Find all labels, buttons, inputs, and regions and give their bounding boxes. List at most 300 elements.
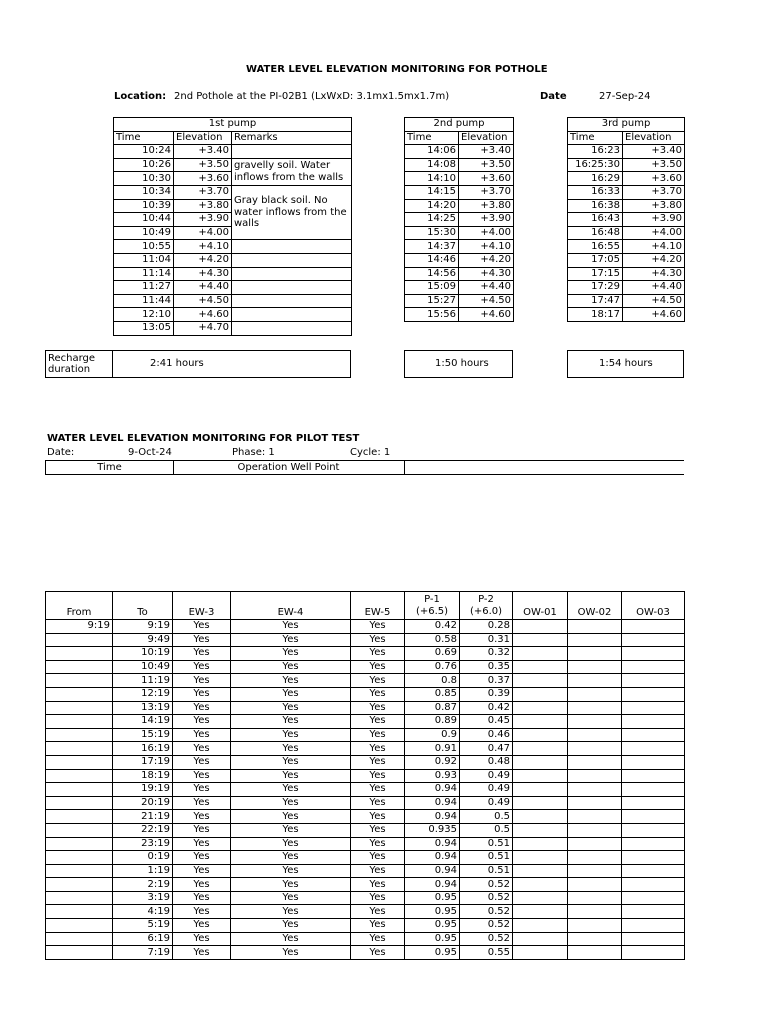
pump2-elevation: +4.40 bbox=[459, 281, 514, 295]
p1-cell: 0.85 bbox=[405, 687, 460, 701]
ow01-cell bbox=[513, 620, 568, 634]
ew3-cell: Yes bbox=[173, 932, 231, 946]
col-ow03: OW-03 bbox=[622, 592, 685, 620]
pump1-elevation: +3.90 bbox=[174, 213, 232, 227]
pump1-elevation: +3.50 bbox=[174, 158, 232, 172]
ew3-cell: Yes bbox=[173, 728, 231, 742]
pump3-time: 17:15 bbox=[568, 267, 623, 281]
recharge-box-3 bbox=[567, 350, 684, 378]
from-cell bbox=[46, 919, 113, 933]
from-cell bbox=[46, 946, 113, 960]
pilot-table bbox=[45, 591, 685, 960]
p2-cell: 0.55 bbox=[460, 946, 513, 960]
pilot-row bbox=[46, 715, 685, 729]
ow02-cell bbox=[568, 647, 622, 661]
ow01-cell bbox=[513, 674, 568, 688]
p2-cell: 0.52 bbox=[460, 891, 513, 905]
ew4-cell: Yes bbox=[231, 674, 351, 688]
pump1-time: 13:05 bbox=[114, 321, 174, 335]
p1-cell: 0.8 bbox=[405, 674, 460, 688]
ew3-cell: Yes bbox=[173, 701, 231, 715]
pump1-elevation: +3.40 bbox=[174, 145, 232, 159]
pump1-remark-empty bbox=[232, 240, 352, 254]
col-ew5: EW-5 bbox=[351, 592, 405, 620]
ow01-cell bbox=[513, 715, 568, 729]
from-cell bbox=[46, 742, 113, 756]
ew3-cell: Yes bbox=[173, 674, 231, 688]
p2-cell: 0.28 bbox=[460, 620, 513, 634]
p1-cell: 0.9 bbox=[405, 728, 460, 742]
p1-cell: 0.92 bbox=[405, 755, 460, 769]
ow03-cell bbox=[622, 919, 685, 933]
pump1-row bbox=[114, 158, 352, 172]
pump1-elevation: +3.60 bbox=[174, 172, 232, 186]
ow03-cell bbox=[622, 905, 685, 919]
pump2-row bbox=[405, 199, 514, 213]
ow01-cell bbox=[513, 905, 568, 919]
pump1-row bbox=[114, 145, 352, 159]
pump1-time: 11:14 bbox=[114, 267, 174, 281]
pump3-elevation: +3.50 bbox=[623, 158, 685, 172]
pilot-row bbox=[46, 796, 685, 810]
pump3-elevation: +4.30 bbox=[623, 267, 685, 281]
p1-cell: 0.87 bbox=[405, 701, 460, 715]
ow01-cell bbox=[513, 796, 568, 810]
ow02-cell bbox=[568, 769, 622, 783]
to-cell: 10:49 bbox=[113, 660, 173, 674]
recharge-label: Recharge duration bbox=[46, 351, 113, 377]
pump1-elevation: +3.80 bbox=[174, 199, 232, 213]
to-cell: 4:19 bbox=[113, 905, 173, 919]
pump2-elevation: +4.10 bbox=[459, 240, 514, 254]
ew3-cell: Yes bbox=[173, 891, 231, 905]
ow02-cell bbox=[568, 946, 622, 960]
to-cell: 13:19 bbox=[113, 701, 173, 715]
p2-cell: 0.49 bbox=[460, 769, 513, 783]
pump1-remark-1: gravelly soil. Water inflows from the walls bbox=[232, 158, 352, 185]
ow03-cell bbox=[622, 687, 685, 701]
from-cell bbox=[46, 864, 113, 878]
pump1-remark-2: Gray black soil. No water inflows from the walls bbox=[232, 185, 352, 239]
ow01-cell bbox=[513, 701, 568, 715]
pump1-row bbox=[114, 240, 352, 254]
to-cell: 10:19 bbox=[113, 647, 173, 661]
pilot-row bbox=[46, 810, 685, 824]
pump2-elevation: +3.70 bbox=[459, 185, 514, 199]
pump1-elevation: +4.30 bbox=[174, 267, 232, 281]
ow02-cell bbox=[568, 864, 622, 878]
pump1-row bbox=[114, 308, 352, 322]
pump1-remarks-header: Remarks bbox=[232, 131, 352, 145]
ow03-cell bbox=[622, 783, 685, 797]
pothole-title: WATER LEVEL ELEVATION MONITORING FOR POTHOLE bbox=[246, 64, 548, 75]
pump3-time: 16:25:30 bbox=[568, 158, 623, 172]
ew3-cell: Yes bbox=[173, 633, 231, 647]
recharge-box-1 bbox=[45, 350, 351, 378]
pilot-row bbox=[46, 742, 685, 756]
from-cell bbox=[46, 810, 113, 824]
pump3-row bbox=[568, 172, 685, 186]
ew4-cell: Yes bbox=[231, 660, 351, 674]
pump2-elevation: +3.40 bbox=[459, 145, 514, 159]
ow01-cell bbox=[513, 919, 568, 933]
col-p1-label: P-1 bbox=[424, 593, 440, 605]
pump2-row bbox=[405, 308, 514, 322]
pilot-row bbox=[46, 905, 685, 919]
p1-cell: 0.95 bbox=[405, 891, 460, 905]
ow02-cell bbox=[568, 728, 622, 742]
pump2-time: 14:10 bbox=[405, 172, 459, 186]
ow01-cell bbox=[513, 851, 568, 865]
ow03-cell bbox=[622, 728, 685, 742]
ew5-cell: Yes bbox=[351, 864, 405, 878]
ew3-cell: Yes bbox=[173, 783, 231, 797]
pump3-time: 16:29 bbox=[568, 172, 623, 186]
to-cell: 18:19 bbox=[113, 769, 173, 783]
pilot-date-value: 9-Oct-24 bbox=[128, 447, 172, 458]
pilot-row bbox=[46, 755, 685, 769]
pump1-time: 11:04 bbox=[114, 253, 174, 267]
pump2-row bbox=[405, 172, 514, 186]
ew5-cell: Yes bbox=[351, 932, 405, 946]
pump1-remark-empty bbox=[232, 253, 352, 267]
col-from: From bbox=[46, 592, 113, 620]
ew5-cell: Yes bbox=[351, 701, 405, 715]
ow03-cell bbox=[622, 742, 685, 756]
pump3-row bbox=[568, 145, 685, 159]
pump3-row bbox=[568, 281, 685, 295]
pump3-elevation: +4.20 bbox=[623, 253, 685, 267]
recharge-box-2 bbox=[404, 350, 513, 378]
pump3-row bbox=[568, 199, 685, 213]
pump3-elevation: +3.70 bbox=[623, 185, 685, 199]
ow02-cell bbox=[568, 796, 622, 810]
pump3-row bbox=[568, 267, 685, 281]
ew5-cell: Yes bbox=[351, 919, 405, 933]
recharge-duration-3: 1:54 hours bbox=[599, 358, 653, 369]
from-cell bbox=[46, 905, 113, 919]
ew5-cell: Yes bbox=[351, 905, 405, 919]
pump1-row bbox=[114, 267, 352, 281]
ow02-cell bbox=[568, 755, 622, 769]
pump1-time: 11:27 bbox=[114, 281, 174, 295]
to-cell: 7:19 bbox=[113, 946, 173, 960]
ow01-cell bbox=[513, 864, 568, 878]
pump3-time: 16:55 bbox=[568, 240, 623, 254]
ew5-cell: Yes bbox=[351, 660, 405, 674]
ew4-cell: Yes bbox=[231, 932, 351, 946]
pump3-time: 16:23 bbox=[568, 145, 623, 159]
ow02-cell bbox=[568, 837, 622, 851]
ew5-cell: Yes bbox=[351, 783, 405, 797]
recharge-duration-2: 1:50 hours bbox=[435, 358, 489, 369]
p1-cell: 0.76 bbox=[405, 660, 460, 674]
pump1-elevation: +4.60 bbox=[174, 308, 232, 322]
from-cell bbox=[46, 891, 113, 905]
ew3-cell: Yes bbox=[173, 620, 231, 634]
pump1-time: 10:26 bbox=[114, 158, 174, 172]
ow03-cell bbox=[622, 864, 685, 878]
date-label: Date bbox=[540, 91, 567, 102]
pump1-row bbox=[114, 281, 352, 295]
from-cell bbox=[46, 823, 113, 837]
pilot-row bbox=[46, 660, 685, 674]
to-cell: 20:19 bbox=[113, 796, 173, 810]
p1-cell: 0.69 bbox=[405, 647, 460, 661]
pump3-time: 16:38 bbox=[568, 199, 623, 213]
ew3-cell: Yes bbox=[173, 660, 231, 674]
p2-cell: 0.51 bbox=[460, 837, 513, 851]
ew4-cell: Yes bbox=[231, 891, 351, 905]
from-cell bbox=[46, 728, 113, 742]
col-to: To bbox=[113, 592, 173, 620]
pilot-row bbox=[46, 851, 685, 865]
ow03-cell bbox=[622, 837, 685, 851]
pump1-time: 10:44 bbox=[114, 213, 174, 227]
ow01-cell bbox=[513, 687, 568, 701]
ew3-cell: Yes bbox=[173, 715, 231, 729]
to-cell: 23:19 bbox=[113, 837, 173, 851]
ow03-cell bbox=[622, 823, 685, 837]
ow02-cell bbox=[568, 932, 622, 946]
pilot-row bbox=[46, 864, 685, 878]
from-cell bbox=[46, 633, 113, 647]
pump2-elevation-header: Elevation bbox=[459, 131, 514, 145]
pump2-row bbox=[405, 158, 514, 172]
ow02-cell bbox=[568, 823, 622, 837]
p2-cell: 0.52 bbox=[460, 932, 513, 946]
pilot-phase: Phase: 1 bbox=[232, 447, 275, 458]
ew5-cell: Yes bbox=[351, 878, 405, 892]
ew5-cell: Yes bbox=[351, 837, 405, 851]
ew5-cell: Yes bbox=[351, 769, 405, 783]
pump3-elevation: +3.60 bbox=[623, 172, 685, 186]
p2-cell: 0.37 bbox=[460, 674, 513, 688]
pilot-row bbox=[46, 919, 685, 933]
ow03-cell bbox=[622, 647, 685, 661]
ow03-cell bbox=[622, 946, 685, 960]
ew5-cell: Yes bbox=[351, 633, 405, 647]
pump3-time: 17:47 bbox=[568, 294, 623, 308]
pump3-elevation: +3.80 bbox=[623, 199, 685, 213]
pilot-row bbox=[46, 620, 685, 634]
pump1-remark-empty bbox=[232, 267, 352, 281]
location-label: Location: bbox=[114, 91, 167, 102]
ew5-cell: Yes bbox=[351, 715, 405, 729]
p1-cell: 0.42 bbox=[405, 620, 460, 634]
pump2-row bbox=[405, 185, 514, 199]
ew4-cell: Yes bbox=[231, 742, 351, 756]
pump2-elevation: +4.30 bbox=[459, 267, 514, 281]
pump2-row bbox=[405, 294, 514, 308]
pilot-row bbox=[46, 701, 685, 715]
ow01-cell bbox=[513, 837, 568, 851]
pump3-row bbox=[568, 308, 685, 322]
ew5-cell: Yes bbox=[351, 796, 405, 810]
ew3-cell: Yes bbox=[173, 905, 231, 919]
ew5-cell: Yes bbox=[351, 851, 405, 865]
ew3-cell: Yes bbox=[173, 837, 231, 851]
from-cell bbox=[46, 715, 113, 729]
ow02-cell bbox=[568, 905, 622, 919]
pilot-row bbox=[46, 932, 685, 946]
pump2-row bbox=[405, 281, 514, 295]
pilot-row bbox=[46, 728, 685, 742]
pilot-row bbox=[46, 647, 685, 661]
pump1-elevation: +4.40 bbox=[174, 281, 232, 295]
ew4-cell: Yes bbox=[231, 796, 351, 810]
pump1-time: 12:10 bbox=[114, 308, 174, 322]
pump3-time: 17:05 bbox=[568, 253, 623, 267]
ow03-cell bbox=[622, 715, 685, 729]
p1-cell: 0.93 bbox=[405, 769, 460, 783]
pilot-cycle: Cycle: 1 bbox=[350, 447, 391, 458]
pump2-elevation: +4.50 bbox=[459, 294, 514, 308]
pump3-row bbox=[568, 158, 685, 172]
ow02-cell bbox=[568, 919, 622, 933]
ow03-cell bbox=[622, 878, 685, 892]
ew3-cell: Yes bbox=[173, 810, 231, 824]
pump3-time: 17:29 bbox=[568, 281, 623, 295]
recharge-duration-1: 2:41 hours bbox=[150, 358, 204, 369]
pump1-time-header: Time bbox=[114, 131, 174, 145]
pump3-elevation: +3.90 bbox=[623, 213, 685, 227]
ow02-cell bbox=[568, 674, 622, 688]
ew5-cell: Yes bbox=[351, 687, 405, 701]
pump2-row bbox=[405, 213, 514, 227]
to-cell: 1:19 bbox=[113, 864, 173, 878]
pump2-time: 14:25 bbox=[405, 213, 459, 227]
ow03-cell bbox=[622, 810, 685, 824]
ow03-cell bbox=[622, 755, 685, 769]
ow01-cell bbox=[513, 660, 568, 674]
ew4-cell: Yes bbox=[231, 620, 351, 634]
ow02-cell bbox=[568, 633, 622, 647]
pump1-remark-empty bbox=[232, 321, 352, 335]
date-value: 27-Sep-24 bbox=[599, 91, 651, 102]
ow03-cell bbox=[622, 769, 685, 783]
from-cell bbox=[46, 660, 113, 674]
pump3-row bbox=[568, 240, 685, 254]
pump2-time: 15:27 bbox=[405, 294, 459, 308]
from-cell bbox=[46, 687, 113, 701]
to-cell: 9:49 bbox=[113, 633, 173, 647]
pump2-row bbox=[405, 253, 514, 267]
pump1-elevation: +4.50 bbox=[174, 294, 232, 308]
to-cell: 21:19 bbox=[113, 810, 173, 824]
p1-cell: 0.94 bbox=[405, 864, 460, 878]
pump2-title: 2nd pump bbox=[405, 118, 514, 132]
pump3-title: 3rd pump bbox=[568, 118, 685, 132]
ew4-cell: Yes bbox=[231, 905, 351, 919]
p2-cell: 0.31 bbox=[460, 633, 513, 647]
pump2-row bbox=[405, 240, 514, 254]
pump1-remark-empty bbox=[232, 294, 352, 308]
ew3-cell: Yes bbox=[173, 687, 231, 701]
pump2-elevation: +3.80 bbox=[459, 199, 514, 213]
pump2-elevation: +4.60 bbox=[459, 308, 514, 322]
p2-cell: 0.51 bbox=[460, 851, 513, 865]
ew3-cell: Yes bbox=[173, 919, 231, 933]
pilot-title: WATER LEVEL ELEVATION MONITORING FOR PILOT TEST bbox=[47, 433, 360, 444]
pilot-time-header: Time bbox=[45, 461, 174, 474]
p2-cell: 0.5 bbox=[460, 810, 513, 824]
ew3-cell: Yes bbox=[173, 823, 231, 837]
pump3-elevation: +4.40 bbox=[623, 281, 685, 295]
pilot-row bbox=[46, 891, 685, 905]
ow01-cell bbox=[513, 891, 568, 905]
ew3-cell: Yes bbox=[173, 878, 231, 892]
pump2-time: 14:46 bbox=[405, 253, 459, 267]
ow02-cell bbox=[568, 687, 622, 701]
pump2-elevation: +3.90 bbox=[459, 213, 514, 227]
pump3-time: 16:33 bbox=[568, 185, 623, 199]
ow03-cell bbox=[622, 633, 685, 647]
col-ow01: OW-01 bbox=[513, 592, 568, 620]
pump3-elevation: +4.50 bbox=[623, 294, 685, 308]
pump1-remark-empty bbox=[232, 281, 352, 295]
p2-cell: 0.32 bbox=[460, 647, 513, 661]
col-p1-elev: (+6.5) bbox=[415, 605, 449, 617]
p1-cell: 0.94 bbox=[405, 851, 460, 865]
p2-cell: 0.46 bbox=[460, 728, 513, 742]
ew4-cell: Yes bbox=[231, 647, 351, 661]
to-cell: 15:19 bbox=[113, 728, 173, 742]
pilot-operation-header: Operation Well Point bbox=[173, 461, 405, 474]
p2-cell: 0.42 bbox=[460, 701, 513, 715]
ew3-cell: Yes bbox=[173, 755, 231, 769]
from-cell bbox=[46, 647, 113, 661]
ow02-cell bbox=[568, 810, 622, 824]
to-cell: 11:19 bbox=[113, 674, 173, 688]
ow02-cell bbox=[568, 715, 622, 729]
pump3-elevation: +4.60 bbox=[623, 308, 685, 322]
ow01-cell bbox=[513, 946, 568, 960]
to-cell: 0:19 bbox=[113, 851, 173, 865]
to-cell: 12:19 bbox=[113, 687, 173, 701]
pump3-elevation: +4.00 bbox=[623, 226, 685, 240]
ow03-cell bbox=[622, 674, 685, 688]
ow01-cell bbox=[513, 823, 568, 837]
pump2-time-header: Time bbox=[405, 131, 459, 145]
from-cell bbox=[46, 851, 113, 865]
pilot-row bbox=[46, 837, 685, 851]
pump2-elevation: +3.50 bbox=[459, 158, 514, 172]
ow02-cell bbox=[568, 701, 622, 715]
ew5-cell: Yes bbox=[351, 742, 405, 756]
p1-cell: 0.95 bbox=[405, 919, 460, 933]
to-cell: 5:19 bbox=[113, 919, 173, 933]
to-cell: 9:19 bbox=[113, 620, 173, 634]
pump3-time-header: Time bbox=[568, 131, 623, 145]
col-p1 bbox=[405, 592, 460, 620]
ow03-cell bbox=[622, 891, 685, 905]
from-cell bbox=[46, 932, 113, 946]
pilot-row bbox=[46, 769, 685, 783]
p2-cell: 0.49 bbox=[460, 783, 513, 797]
ew5-cell: Yes bbox=[351, 647, 405, 661]
from-cell bbox=[46, 796, 113, 810]
col-ew4: EW-4 bbox=[231, 592, 351, 620]
p2-cell: 0.5 bbox=[460, 823, 513, 837]
from-cell bbox=[46, 674, 113, 688]
ew5-cell: Yes bbox=[351, 674, 405, 688]
ow01-cell bbox=[513, 742, 568, 756]
p2-cell: 0.45 bbox=[460, 715, 513, 729]
ow02-cell bbox=[568, 620, 622, 634]
col-p2-label: P-2 bbox=[478, 593, 494, 605]
ow01-cell bbox=[513, 755, 568, 769]
